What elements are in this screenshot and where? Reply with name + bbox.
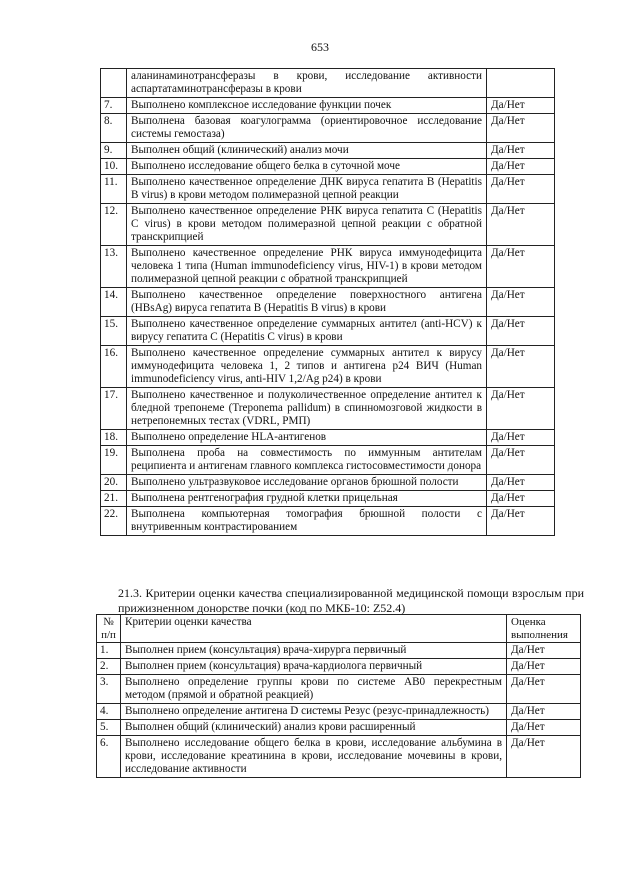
row-evaluation: Да/Нет [507, 704, 581, 720]
criteria-table-kidney-donation [96, 614, 581, 778]
row-evaluation: Да/Нет [507, 643, 581, 659]
row-number: 10. [101, 159, 127, 175]
row-criterion: Выполнена проба на совместимость по иммунным антителам реципиента и антигенам главного комплекса гистосовместимости донора [127, 446, 487, 475]
row-number: 2. [97, 659, 121, 675]
row-criterion: Выполнен общий (клинический) анализ крови расширенный [121, 720, 507, 736]
row-criterion: Выполнена компьютерная томография брюшной полости с внутривенным контрастированием [127, 507, 487, 536]
row-evaluation: Да/Нет [487, 288, 555, 317]
row-criterion: Выполнен прием (консультация) врача-хирурга первичный [121, 643, 507, 659]
row-number: 18. [101, 430, 127, 446]
row-number: 12. [101, 204, 127, 246]
row-evaluation: Да/Нет [507, 736, 581, 778]
row-number: 9. [101, 143, 127, 159]
row-criterion: Выполнено определение группы крови по системе АВ0 перекрестным методом (прямой и обратной реакцией) [121, 675, 507, 704]
row-criterion: Выполнена рентгенография грудной клетки прицельная [127, 491, 487, 507]
row-evaluation: Да/Нет [487, 98, 555, 114]
table-row [101, 98, 555, 114]
table-row [97, 736, 581, 778]
row-evaluation: Да/Нет [487, 159, 555, 175]
table-row [97, 720, 581, 736]
table-row [101, 346, 555, 388]
table-row [101, 430, 555, 446]
table-row [101, 317, 555, 346]
row-criterion: Выполнена базовая коагулограмма (ориентировочное исследование системы гемостаза) [127, 114, 487, 143]
row-criterion: Выполнено определение HLA-антигенов [127, 430, 487, 446]
row-number: 13. [101, 246, 127, 288]
table-row [101, 175, 555, 204]
row-evaluation: Да/Нет [487, 246, 555, 288]
table-row [101, 204, 555, 246]
row-evaluation: Да/Нет [487, 491, 555, 507]
table-row [101, 246, 555, 288]
row-criterion: Выполнен общий (клинический) анализ мочи [127, 143, 487, 159]
row-criterion: Выполнено качественное и полуколичественное определение антител к бледной трепонеме (Treponema pallidum) в спинномозговой жидкости в нетрепонемных тестах (VDRL, РМП) [127, 388, 487, 430]
table-row [101, 288, 555, 317]
row-criterion: Выполнено ультразвуковое исследование органов брюшной полости [127, 475, 487, 491]
table-row [101, 143, 555, 159]
table-row [101, 159, 555, 175]
row-evaluation: Да/Нет [507, 720, 581, 736]
row-criterion: аланинаминотрансферазы в крови, исследование активности аспартатаминотрансферазы в крови [127, 69, 487, 98]
row-number: 20. [101, 475, 127, 491]
row-criterion: Выполнен прием (консультация) врача-кардиолога первичный [121, 659, 507, 675]
row-evaluation: Да/Нет [487, 317, 555, 346]
row-criterion: Выполнено качественное определение поверхностного антигена (HBsAg) вируса гепатита В (Hepatitis В virus) в крови [127, 288, 487, 317]
page-number: 653 [311, 40, 329, 54]
row-evaluation: Да/Нет [487, 446, 555, 475]
row-evaluation: Да/Нет [487, 175, 555, 204]
row-criterion: Выполнено качественное определение суммарных антител к вирусу иммунодефицита человека 1, 2 типов и антигена р24 ВИЧ (Human immunodeficiency virus, anti-HIV 1,2/Ag p24) в крови [127, 346, 487, 388]
row-number: 5. [97, 720, 121, 736]
row-evaluation: Да/Нет [487, 114, 555, 143]
row-number: 1. [97, 643, 121, 659]
header-number: № п/п [97, 615, 121, 643]
row-number: 6. [97, 736, 121, 778]
table-row [101, 491, 555, 507]
row-criterion: Выполнено качественное определение суммарных антител (anti-HCV) к вирусу гепатита С (Hepatitis С virus) в крови [127, 317, 487, 346]
table-row [101, 475, 555, 491]
row-criterion: Выполнено качественное определение ДНК вируса гепатита В (Hepatitis В virus) в крови методом полимеразной цепной реакции [127, 175, 487, 204]
row-evaluation [487, 69, 555, 98]
row-evaluation: Да/Нет [507, 675, 581, 704]
row-number: 16. [101, 346, 127, 388]
table-row [101, 114, 555, 143]
row-number: 7. [101, 98, 127, 114]
row-criterion: Выполнено исследование общего белка в суточной моче [127, 159, 487, 175]
header-criteria: Критерии оценки качества [121, 615, 507, 643]
row-evaluation: Да/Нет [487, 475, 555, 491]
table-row [97, 704, 581, 720]
row-evaluation: Да/Нет [487, 507, 555, 536]
table-row [97, 659, 581, 675]
row-number: 17. [101, 388, 127, 430]
row-criterion: Выполнено качественное определение РНК вируса гепатита С (Hepatitis С virus) в крови методом полимеразной цепной реакции с обратной транскрипцией [127, 204, 487, 246]
row-number: 22. [101, 507, 127, 536]
header-evaluation: Оценка выполнения [507, 615, 581, 643]
table-row [97, 643, 581, 659]
table-row [101, 507, 555, 536]
row-number: 3. [97, 675, 121, 704]
row-evaluation: Да/Нет [487, 143, 555, 159]
row-number: 15. [101, 317, 127, 346]
table-header-row [97, 615, 581, 643]
table-row [101, 69, 555, 98]
row-number: 8. [101, 114, 127, 143]
row-criterion: Выполнено комплексное исследование функции почек [127, 98, 487, 114]
row-number: 11. [101, 175, 127, 204]
table-row [101, 388, 555, 430]
row-number [101, 69, 127, 98]
table-row [101, 446, 555, 475]
row-criterion: Выполнено качественное определение РНК вируса иммунодефицита человека 1 типа (Human immunodeficiency virus, HIV-1) в крови методом полимеразной цепной реакции с обратной транскрипцией [127, 246, 487, 288]
row-evaluation: Да/Нет [487, 346, 555, 388]
criteria-table-continued [100, 68, 555, 536]
row-evaluation: Да/Нет [487, 388, 555, 430]
row-criterion: Выполнено исследование общего белка в крови, исследование альбумина в крови, исследование креатинина в крови, исследование мочевины в крови, исследование активности [121, 736, 507, 778]
row-evaluation: Да/Нет [507, 659, 581, 675]
row-number: 14. [101, 288, 127, 317]
row-criterion: Выполнено определение антигена D системы Резус (резус-принадлежность) [121, 704, 507, 720]
section-heading: 21.3. Критерии оценки качества специализированной медицинской помощи взрослым при прижизненном донорстве почки (код по МКБ-10: Z52.4) [118, 586, 584, 615]
table-row [97, 675, 581, 704]
row-number: 19. [101, 446, 127, 475]
row-evaluation: Да/Нет [487, 204, 555, 246]
row-number: 21. [101, 491, 127, 507]
row-number: 4. [97, 704, 121, 720]
row-evaluation: Да/Нет [487, 430, 555, 446]
